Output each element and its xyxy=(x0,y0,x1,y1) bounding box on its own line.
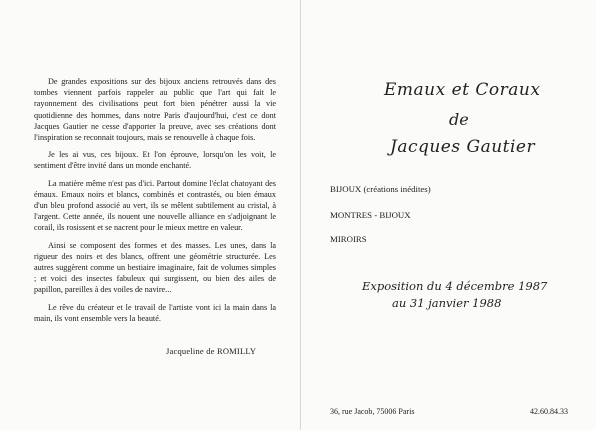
exhibition-dates-line-1: Exposition du 4 décembre 1987 xyxy=(362,279,548,293)
title-line-2: de xyxy=(449,110,469,129)
paragraph-4: Ainsi se composent des formes et des masses. Les unes, dans la rigueur des noirs et des blancs, offrent une géométrie structurée. Les autres suggèrent comme un bestiaire imaginaire, fait de volumes simples ; et voici des insectes fabuleux qui surgissent, ou bien des ailes de papillon, pareilles à des voiles de navire... xyxy=(34,240,276,295)
title-line-1: Emaux et Coraux xyxy=(384,80,541,100)
paragraph-3: La matière même n'est pas d'ici. Partout domine l'éclat chatoyant des émaux. Emaux noirs et blancs, combinés et contrastés, ou bien émaux d'un bleu profond associé au vert, ils se mêlent subtilement au cristal, à l'argent. Cette année, ils nouent une nouvelle alliance en s'adjoignant le corail, ils rosissent et se nacrent pour le mieux mettre en valeur. xyxy=(34,178,276,233)
title-line-3: Jacques Gautier xyxy=(390,137,536,157)
exhibition-dates-line-2: au 31 janvier 1988 xyxy=(392,296,502,310)
fold-line xyxy=(300,0,301,430)
address: 36, rue Jacob, 75006 Paris xyxy=(330,407,415,416)
paragraph-2: Je les ai vus, ces bijoux. Et l'on éprouve, lorsqu'on les voit, le sentiment d'être invité dans un monde enchanté. xyxy=(34,150,276,171)
category-bijoux: BIJOUX (créations inédites) xyxy=(330,184,431,194)
phone-number: 42.60.84.33 xyxy=(530,407,568,416)
preface-text xyxy=(34,76,276,330)
category-montres: MONTRES - BIJOUX xyxy=(330,210,411,220)
author-signature: Jacqueline de ROMILLY xyxy=(166,346,257,356)
paragraph-5: Le rêve du créateur et le travail de l'artiste vont ici la main dans la main, ils vont ensemble vers la beauté. xyxy=(34,302,276,323)
paragraph-1: De grandes expositions sur des bijoux anciens retrouvés dans des tombes viennent parfois rappeler au public que l'art qui fait le rayonnement des civilisations peut fort bien pénétrer aussi la vie quotidienne des hommes, dans notre Paris d'aujourd'hui, c'est ce dont Jacques Gautier ne cesse d'apporter la preuve, avec ses créations dont l'inspiration se reconnait toujours, mais se renouvelle à chaque fois. xyxy=(34,77,276,143)
category-miroirs: MIROIRS xyxy=(330,234,367,244)
